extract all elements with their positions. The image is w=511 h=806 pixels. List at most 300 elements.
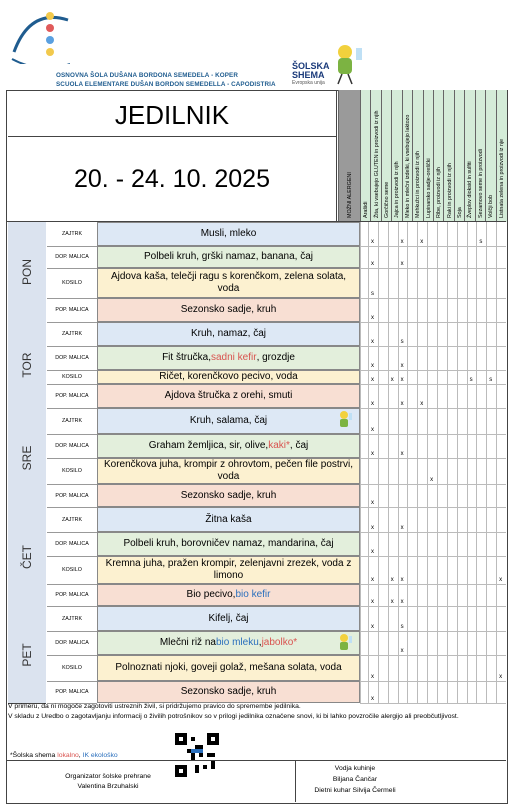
allergen-cell: [407, 268, 417, 298]
footer-notes: [8, 702, 504, 722]
allergen-cell: [457, 631, 467, 655]
allergen-cell: [476, 507, 486, 532]
allergen-cell: [496, 370, 506, 384]
allergen-cell: [368, 246, 378, 268]
allergen-cell: [360, 556, 368, 584]
allergen-cell: [398, 631, 408, 655]
allergen-cell: [447, 268, 457, 298]
chef-name: Dietni kuhar Silvija Čermeli: [314, 787, 396, 794]
allergen-cell: [368, 268, 378, 298]
allergen-cell: [427, 246, 437, 268]
allergen-cell: [407, 681, 417, 703]
allergen-cell: [496, 246, 506, 268]
meal-description: Graham žemljica, sir, olive, kaki* , čaj: [97, 434, 360, 458]
note-change: V primeru, da ni mogoče zagotoviti ustreznih živil, si pridržujemo pravico do spremembe jedilnika.: [8, 703, 301, 710]
allergen-cell: [427, 268, 437, 298]
allergen-cells: [360, 434, 506, 459]
allergen-cell: [457, 458, 467, 484]
allergen-cell: [407, 370, 417, 384]
allergen-cell: [486, 268, 496, 298]
allergen-cell: [388, 222, 398, 246]
allergen-cell: [398, 322, 408, 346]
allergen-cell: [360, 606, 368, 631]
meal-type: ZAJTRK: [47, 222, 97, 247]
allergen-cell: [378, 507, 388, 532]
allergen-mark: x: [499, 674, 503, 680]
allergen-cell: [407, 346, 417, 370]
allergen-cell: [417, 246, 427, 268]
eco-item: bio mleku: [215, 637, 259, 648]
allergen-cell: [437, 346, 447, 370]
allergen-cell: [378, 370, 388, 384]
allergen-cell: [407, 484, 417, 507]
allergen-cell: [417, 484, 427, 507]
allergen-cell: [467, 298, 477, 322]
meal-type: DOP. MALICA: [47, 532, 97, 557]
allergen-cell: [360, 384, 368, 408]
allergen-cell: [476, 655, 486, 681]
allergen-mark: x: [371, 599, 374, 605]
allergen-cell: [417, 458, 427, 484]
allergen-cell: [378, 268, 388, 298]
allergen-cell: [417, 532, 427, 556]
school-name-sl: OSNOVNA ŠOLA DUŠANA BORDONA SEMEDELA - KOPER: [56, 72, 239, 79]
divider: [295, 760, 296, 802]
allergen-cell: [388, 370, 398, 384]
allergen-cell: [368, 681, 378, 703]
allergen-mark: x: [371, 339, 374, 345]
allergen-mark: x: [371, 377, 374, 383]
divider: [336, 90, 337, 222]
allergen-cell: [368, 655, 378, 681]
allergen-cell: [378, 346, 388, 370]
allergen-cell: [378, 631, 388, 655]
allergen-cell: [427, 370, 437, 384]
allergen-cell: [378, 408, 388, 434]
allergen-mark: x: [390, 577, 394, 583]
allergen-cell: [496, 408, 506, 434]
allergen-cell: [427, 556, 437, 584]
allergen-mark: x: [371, 696, 374, 702]
allergen-cell: [447, 681, 457, 703]
allergen-cell: [437, 532, 447, 556]
allergen-cell: [398, 584, 408, 606]
allergen-label: Raki in proizvodi iz njih: [446, 163, 453, 218]
school-scheme-mascot-icon: [336, 633, 354, 655]
meal-description: Bio pecivo, bio kefir: [97, 584, 360, 606]
allergen-cell: [417, 298, 427, 322]
allergen-cell: [486, 507, 496, 532]
allergen-label: Soja: [457, 207, 464, 218]
meal-type: ZAJTRK: [47, 507, 97, 533]
allergen-cells: [360, 458, 506, 485]
allergen-mark: x: [390, 599, 394, 605]
allergen-cell: [360, 222, 368, 246]
allergen-cell: [437, 246, 447, 268]
allergen-cell: [417, 370, 427, 384]
legend-eco: IK ekološko: [82, 752, 118, 759]
meal-type: POP. MALICA: [47, 384, 97, 409]
allergen-cell: [360, 532, 368, 556]
allergen-cell: [427, 606, 437, 631]
allergen-mark: x: [400, 648, 404, 654]
allergen-cell: [437, 298, 447, 322]
allergen-cell: [378, 532, 388, 556]
allergen-cell: [378, 606, 388, 631]
day-label-box: [8, 222, 46, 323]
qr-code[interactable]: [175, 733, 219, 777]
allergen-cell: [417, 268, 427, 298]
meal-type: POP. MALICA: [47, 584, 97, 607]
allergen-cell: [437, 584, 447, 606]
allergen-cell: [398, 298, 408, 322]
allergen-cell: [496, 681, 506, 703]
allergen-cell: [368, 222, 378, 246]
allergen-cell: [398, 222, 408, 246]
allergen-cell: [368, 408, 378, 434]
allergen-cell: [360, 631, 368, 655]
allergen-cell: [476, 246, 486, 268]
allergen-mark: x: [390, 377, 394, 383]
allergen-cell: [447, 408, 457, 434]
allergen-mark: s: [400, 624, 404, 630]
allergen-cell: [476, 556, 486, 584]
allergen-cell: [476, 322, 486, 346]
allergen-cell: [417, 631, 427, 655]
allergen-cell: [360, 584, 368, 606]
allergen-cell: [457, 507, 467, 532]
header: [0, 0, 511, 90]
allergen-cell: [398, 681, 408, 703]
allergen-cell: [467, 346, 477, 370]
allergen-cell: [476, 434, 486, 458]
allergen-cell: [427, 655, 437, 681]
allergen-cell: [486, 532, 496, 556]
allergen-cell: [388, 484, 398, 507]
allergen-cell: [427, 222, 437, 246]
allergen-cell: [360, 458, 368, 484]
allergen-cell: [388, 322, 398, 346]
day-label: TOR: [20, 352, 34, 378]
meal-type: KOSILO: [47, 556, 97, 585]
allergen-cell: [437, 655, 447, 681]
allergen-cell: [378, 655, 388, 681]
allergen-cell: [486, 222, 496, 246]
allergen-cells: [360, 655, 506, 682]
day-label-box: [8, 322, 46, 409]
allergen-cell: [368, 584, 378, 606]
scheme-title: ŠOLSKA SHEMA: [292, 61, 330, 80]
allergen-cells: [360, 246, 506, 269]
allergen-cell: [486, 556, 496, 584]
allergen-cells: [360, 584, 506, 607]
meal-type: POP. MALICA: [47, 681, 97, 704]
allergen-cell: [467, 681, 477, 703]
allergen-cell: [378, 584, 388, 606]
allergen-cell: [368, 384, 378, 408]
kitchen-staff: [300, 763, 410, 796]
allergen-cells: [360, 507, 506, 533]
allergen-cell: [486, 631, 496, 655]
allergen-mark: x: [371, 549, 374, 555]
meal-description: Sezonsko sadje, kruh: [97, 681, 360, 703]
legend-local: lokalno: [57, 752, 79, 759]
allergen-cell: [378, 484, 388, 507]
date-range: 20. - 24. 10. 2025: [74, 165, 270, 193]
allergen-cell: [447, 655, 457, 681]
meal-type: POP. MALICA: [47, 484, 97, 508]
allergen-cells: [360, 268, 506, 299]
allergen-cell: [467, 222, 477, 246]
day-label: ČET: [20, 544, 34, 569]
organizer: [48, 772, 168, 792]
meal-description: Korenčkova juha, krompir z ohrovtom, pečen file postrvi, voda: [97, 458, 360, 484]
allergen-cell: [457, 681, 467, 703]
meal-description: Kruh, namaz, čaj: [97, 322, 360, 346]
legend: [10, 752, 118, 759]
allergen-mark: x: [420, 401, 424, 407]
allergen-cells: [360, 408, 506, 435]
scheme-subtitle: Evropska unija: [292, 80, 325, 86]
allergen-cell: [457, 484, 467, 507]
allergen-label: Ribe, proizvodi iz njih: [436, 167, 443, 218]
allergen-cell: [388, 434, 398, 458]
allergen-cell: [486, 655, 496, 681]
allergen-label: Žita, ki vsebujejo GLUTEN in proizvodi iz njih: [373, 110, 380, 218]
allergen-cell: [378, 681, 388, 703]
allergen-cell: [437, 222, 447, 246]
allergen-label: Volčji bob: [488, 194, 495, 218]
allergen-label: Mehkužci in proizvodi iz njih: [415, 151, 422, 218]
allergen-cell: [407, 222, 417, 246]
allergen-cell: [457, 346, 467, 370]
allergen-cell: [437, 606, 447, 631]
allergen-cell: [437, 507, 447, 532]
allergen-cell: [447, 246, 457, 268]
allergen-cell: [360, 484, 368, 507]
allergen-cell: [398, 434, 408, 458]
allergen-cell: [417, 408, 427, 434]
allergen-cell: [486, 322, 496, 346]
allergen-cell: [407, 298, 417, 322]
allergen-cells: [360, 556, 506, 585]
meal-description: Musli, mleko: [97, 222, 360, 246]
allergen-label: MOŽNI ALERGENI: [347, 172, 353, 218]
allergen-cell: [486, 434, 496, 458]
allergen-cell: [388, 246, 398, 268]
allergen-cell: [486, 346, 496, 370]
allergen-cell: [398, 370, 408, 384]
meal-type: ZAJTRK: [47, 408, 97, 435]
allergen-cells: [360, 370, 506, 385]
note-allergen: V skladu z Uredbo o zagotavljanju informacij o živilih potrošnikov so v prilogi jedilnika označene snovi, ki bi lahko povzročile alergijo ali preobčutljivost.: [8, 713, 459, 720]
allergen-cell: [417, 507, 427, 532]
allergen-cell: [427, 434, 437, 458]
allergen-cell: [476, 681, 486, 703]
school-name-it: SCUOLA ELEMENTARE DUŠAN BORDON SEMEDELLA - CAPODISTRIA: [56, 81, 276, 88]
allergen-cells: [360, 532, 506, 557]
allergen-cell: [388, 584, 398, 606]
allergen-cell: [388, 556, 398, 584]
page-title: JEDILNIK: [8, 92, 336, 137]
allergen-cell: [457, 434, 467, 458]
allergen-cell: [467, 606, 477, 631]
allergen-cell: [476, 298, 486, 322]
allergen-cell: [360, 681, 368, 703]
allergen-cell: [457, 268, 467, 298]
allergen-cell: [417, 346, 427, 370]
allergen-cell: [467, 655, 477, 681]
allergen-mark: s: [400, 339, 404, 345]
allergen-cell: [378, 298, 388, 322]
allergen-cell: [476, 484, 486, 507]
allergen-mark: x: [400, 577, 404, 583]
allergen-cell: [437, 384, 447, 408]
allergen-cell: [360, 655, 368, 681]
allergen-cell: [486, 458, 496, 484]
allergen-cell: [486, 408, 496, 434]
day-label: PET: [20, 642, 34, 667]
allergen-cell: [447, 507, 457, 532]
day-label: PON: [20, 258, 34, 286]
allergen-cell: [427, 631, 437, 655]
allergen-mark: s: [489, 377, 493, 383]
local-item: sadni kefir: [210, 352, 257, 363]
meal-type: ZAJTRK: [47, 606, 97, 632]
allergen-cell: [360, 346, 368, 370]
allergen-label: Listnata zelena in proizvodi iz nje: [498, 138, 505, 218]
meal-description: Kruh, salama, čaj: [97, 408, 360, 434]
allergen-cell: [457, 655, 467, 681]
allergen-cell: [398, 556, 408, 584]
meal-description: Mlečni riž na bio mleku , jabolko*: [97, 631, 360, 655]
allergen-cell: [486, 681, 496, 703]
allergen-cell: [407, 246, 417, 268]
allergen-cell: [447, 584, 457, 606]
allergen-cell: [457, 246, 467, 268]
allergen-cell: [467, 584, 477, 606]
allergen-cell: [417, 322, 427, 346]
allergen-cell: [427, 384, 437, 408]
allergen-cell: [467, 434, 477, 458]
meal-type: KOSILO: [47, 458, 97, 485]
allergen-cell: [447, 370, 457, 384]
allergen-cells: [360, 346, 506, 371]
allergen-cell: [398, 268, 408, 298]
allergen-cell: [378, 458, 388, 484]
allergen-cell: [360, 507, 368, 532]
meal-description: Žitna kaša: [97, 507, 360, 532]
allergen-cell: [447, 458, 457, 484]
allergen-mark: x: [420, 239, 424, 245]
allergen-cell: [476, 606, 486, 631]
allergen-cell: [467, 408, 477, 434]
allergen-cell: [486, 584, 496, 606]
allergen-mark: x: [371, 624, 374, 630]
allergen-cell: [417, 434, 427, 458]
allergen-header: [338, 90, 506, 222]
allergen-mark: x: [400, 261, 404, 267]
allergen-cells: [360, 384, 506, 409]
allergen-cell: [427, 484, 437, 507]
allergen-cell: [447, 322, 457, 346]
allergen-cell: [476, 268, 486, 298]
allergen-cell: [467, 507, 477, 532]
allergen-cell: [427, 681, 437, 703]
allergen-cell: [407, 631, 417, 655]
allergen-cell: [496, 631, 506, 655]
allergen-cell: [447, 631, 457, 655]
allergen-cell: [467, 246, 477, 268]
meal-description: Sezonsko sadje, kruh: [97, 298, 360, 322]
allergen-cell: [378, 434, 388, 458]
allergen-cell: [437, 408, 447, 434]
allergen-cell: [360, 434, 368, 458]
allergen-cell: [427, 346, 437, 370]
meal-type: DOP. MALICA: [47, 246, 97, 269]
allergen-mark: x: [499, 577, 503, 583]
allergen-mark: x: [371, 451, 374, 457]
allergen-cell: [476, 222, 486, 246]
organizer-name: Valentina Brzuhalski: [77, 783, 139, 790]
allergen-cell: [378, 222, 388, 246]
allergen-cell: [447, 298, 457, 322]
allergen-cell: [476, 408, 486, 434]
divider: [6, 760, 506, 761]
allergen-cells: [360, 322, 506, 347]
allergen-cell: [407, 507, 417, 532]
allergen-cell: [457, 384, 467, 408]
allergen-mark: x: [400, 401, 404, 407]
allergen-cell: [417, 655, 427, 681]
school-logo: [10, 4, 70, 64]
allergen-cell: [457, 222, 467, 246]
organizer-role: Organizator šolske prehrane: [65, 773, 151, 780]
allergen-mark: x: [371, 674, 374, 680]
allergen-cell: [368, 298, 378, 322]
allergen-cells: [360, 298, 506, 323]
allergen-cell: [368, 322, 378, 346]
allergen-cell: [476, 346, 486, 370]
allergen-cell: [457, 408, 467, 434]
allergen-cell: [407, 606, 417, 631]
allergen-cell: [457, 556, 467, 584]
allergen-label: Arašidi: [363, 201, 370, 218]
allergen-cell: [496, 298, 506, 322]
day-label: SRE: [20, 445, 34, 470]
allergen-cell: [388, 655, 398, 681]
allergen-cell: [476, 631, 486, 655]
allergen-cell: [368, 346, 378, 370]
allergen-cell: [398, 346, 408, 370]
allergen-mark: x: [400, 525, 404, 531]
allergen-mark: x: [400, 599, 404, 605]
allergen-cell: [467, 322, 477, 346]
allergen-cell: [486, 298, 496, 322]
allergen-mark: x: [371, 401, 374, 407]
allergen-cell: [398, 484, 408, 507]
allergen-cells: [360, 631, 506, 656]
allergen-cell: [437, 322, 447, 346]
allergen-cell: [447, 484, 457, 507]
allergen-cell: [378, 556, 388, 584]
meal-type: KOSILO: [47, 268, 97, 299]
allergen-cell: [496, 458, 506, 484]
allergen-cell: [407, 322, 417, 346]
eco-item: bio kefir: [235, 589, 271, 600]
meal-type: ZAJTRK: [47, 322, 97, 347]
allergen-cell: [496, 556, 506, 584]
